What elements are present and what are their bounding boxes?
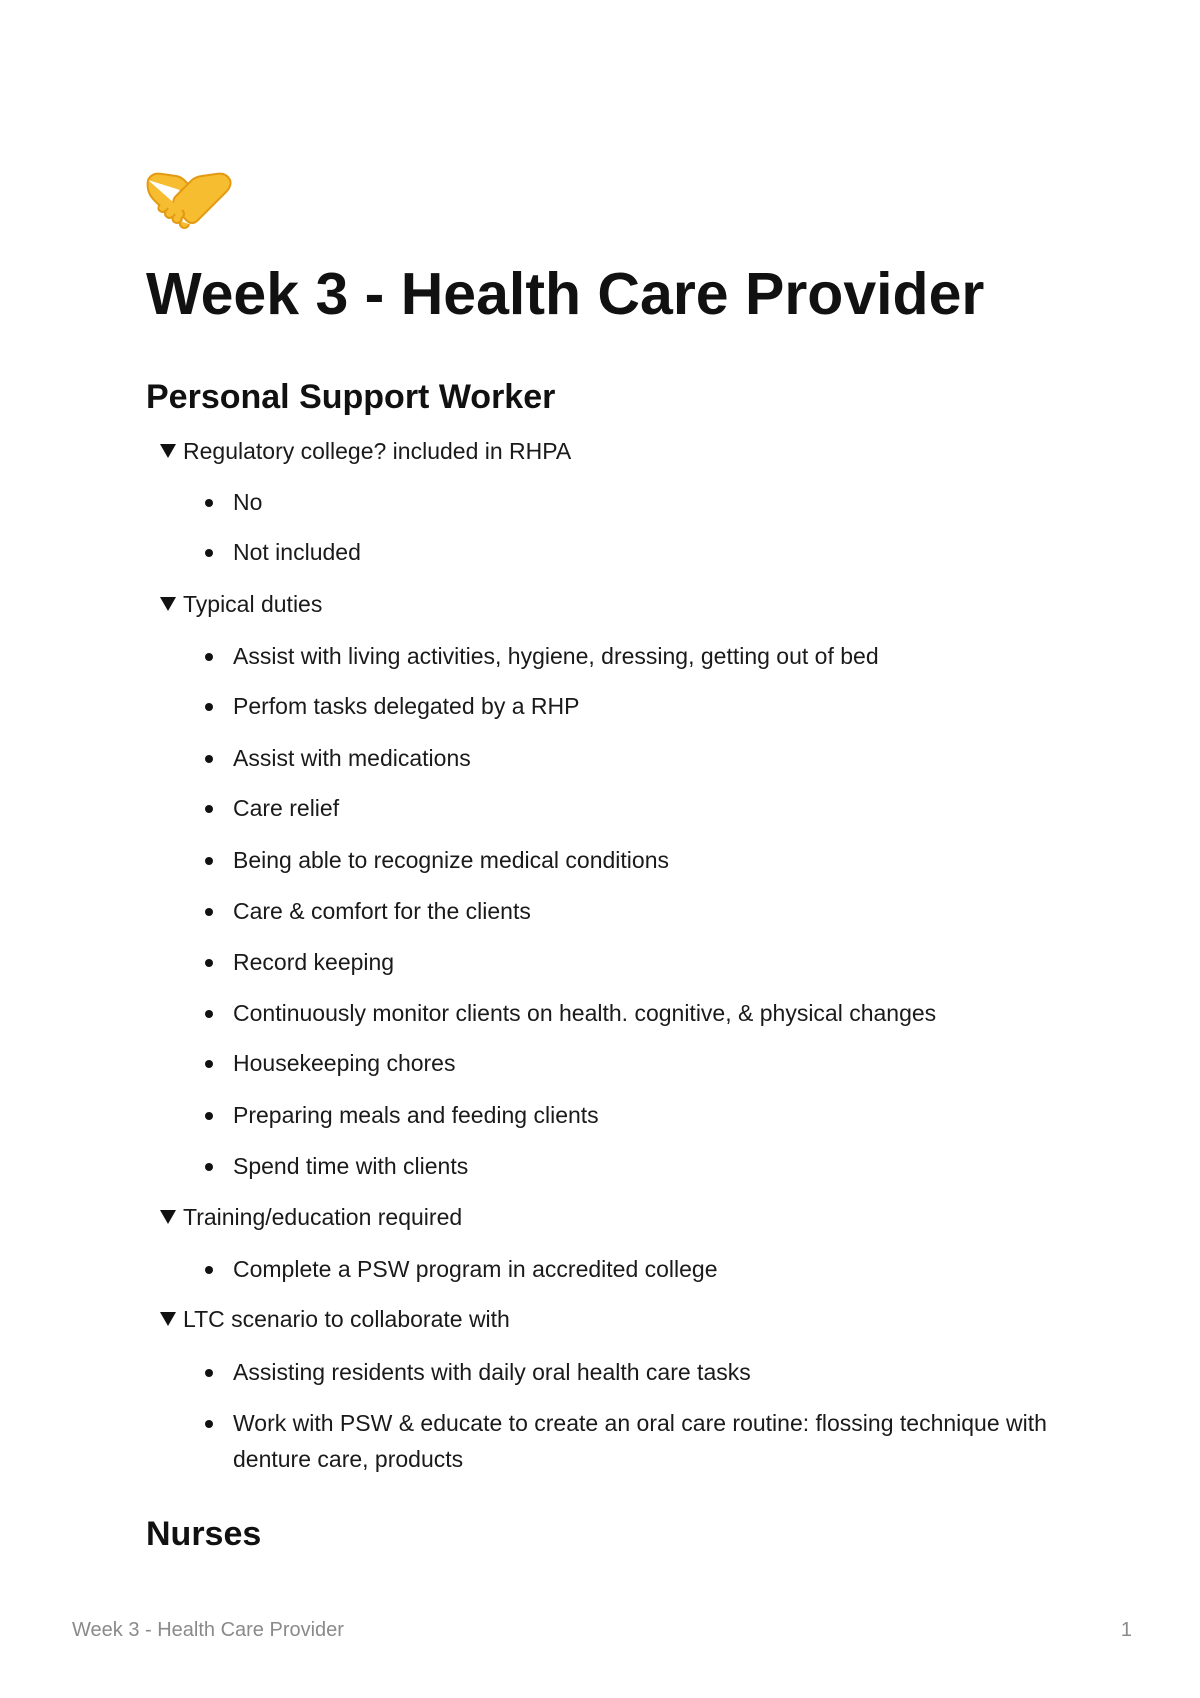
- list-item: Care & comfort for the clients: [205, 893, 1055, 929]
- toggle-triangle-icon[interactable]: [160, 444, 176, 458]
- toggle-triangle-icon[interactable]: [160, 1312, 176, 1326]
- bullet-dot-icon: [205, 1010, 213, 1018]
- bullet-dot-icon: [205, 549, 213, 557]
- list-item: No: [205, 484, 1055, 520]
- toggle-label: LTC scenario to collaborate with: [183, 1306, 510, 1332]
- bullet-dot-icon: [205, 703, 213, 711]
- list-item: Preparing meals and feeding clients: [205, 1097, 1055, 1133]
- toggle-training-education[interactable]: [160, 1202, 462, 1232]
- list-item: Assist with living activities, hygiene, dressing, getting out of bed: [205, 638, 1055, 674]
- toggle-label: Training/education required: [183, 1204, 463, 1230]
- list-item: Care relief: [205, 790, 1055, 826]
- list-item: Complete a PSW program in accredited college: [205, 1251, 1055, 1287]
- toggle-label: Regulatory college? included in RHPA: [183, 438, 572, 464]
- section-heading-nurses: Nurses: [146, 1515, 262, 1553]
- bullet-dot-icon: [205, 805, 213, 813]
- toggle-triangle-icon[interactable]: [160, 597, 176, 611]
- section-heading-personal-support-worker: Personal Support Worker: [146, 378, 556, 416]
- bullet-dot-icon: [205, 1060, 213, 1068]
- bullet-dot-icon: [205, 755, 213, 763]
- toggle-triangle-icon[interactable]: [160, 1210, 176, 1224]
- bullet-dot-icon: [205, 1163, 213, 1171]
- list-item: Assist with medications: [205, 740, 1055, 776]
- list-item: Record keeping: [205, 944, 1055, 980]
- list-item: Spend time with clients: [205, 1148, 1055, 1184]
- bullet-dot-icon: [205, 857, 213, 865]
- bullet-dot-icon: [205, 908, 213, 916]
- toggle-label: Typical duties: [183, 591, 323, 617]
- bullet-dot-icon: [205, 653, 213, 661]
- list-item: Not included: [205, 534, 1055, 570]
- bullet-dot-icon: [205, 1266, 213, 1274]
- list-item: Perfom tasks delegated by a RHP: [205, 688, 1055, 724]
- list-item: Housekeeping chores: [205, 1045, 1055, 1081]
- bullet-dot-icon: [205, 1420, 213, 1428]
- handshake-icon: [146, 162, 232, 232]
- footer-page-number: 1: [1120, 1619, 1132, 1641]
- toggle-typical-duties[interactable]: [160, 589, 322, 619]
- list-item: Continuously monitor clients on health. cognitive, & physical changes: [205, 995, 1055, 1031]
- footer-title: Week 3 - Health Care Provider: [72, 1619, 344, 1641]
- page-title: Week 3 - Health Care Provider: [146, 261, 985, 327]
- bullet-dot-icon: [205, 959, 213, 967]
- bullet-dot-icon: [205, 1369, 213, 1377]
- list-item: Work with PSW & educate to create an oral care routine: flossing technique with denture care, products: [205, 1405, 1055, 1477]
- bullet-dot-icon: [205, 499, 213, 507]
- bullet-dot-icon: [205, 1112, 213, 1120]
- list-item: Assisting residents with daily oral health care tasks: [205, 1354, 1055, 1390]
- toggle-regulatory-college[interactable]: [160, 436, 571, 466]
- list-item: Being able to recognize medical conditions: [205, 842, 1055, 878]
- toggle-ltc-scenario[interactable]: [160, 1304, 510, 1334]
